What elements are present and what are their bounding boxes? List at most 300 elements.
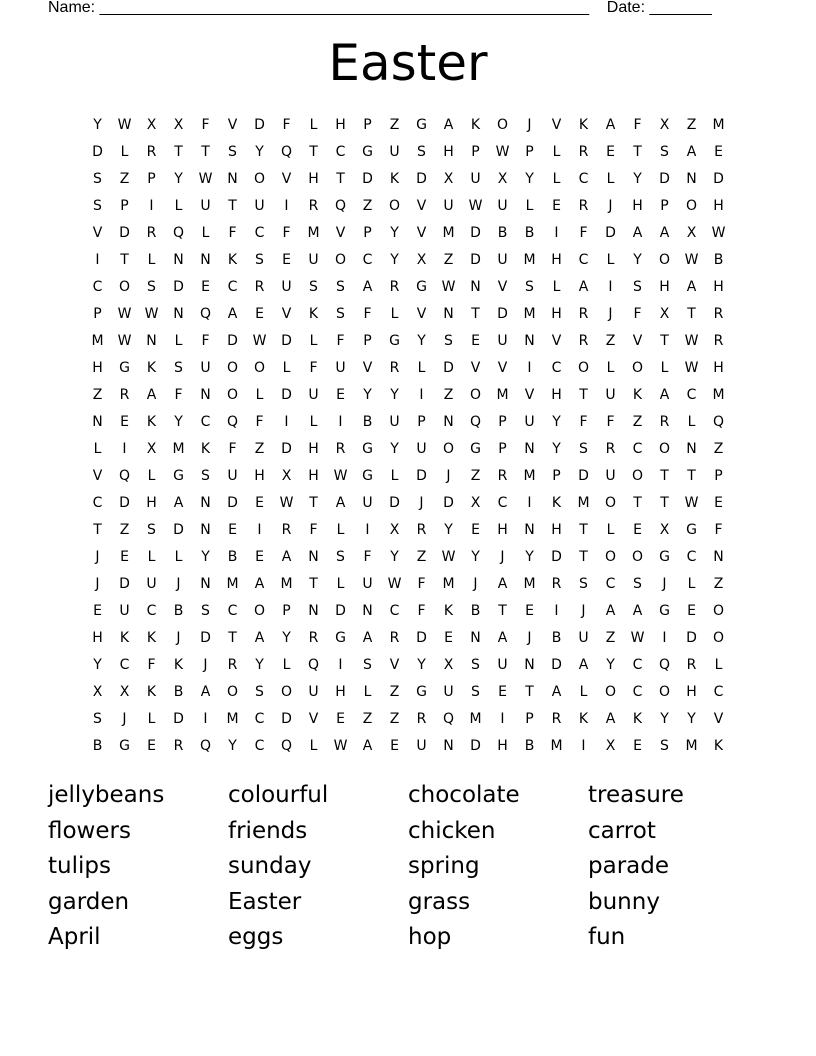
grid-letter: D [173, 278, 184, 295]
grid-letter: H [308, 440, 319, 457]
grid-letter: U [308, 683, 319, 700]
grid-letter: T [498, 602, 507, 619]
grid-letter: G [470, 440, 481, 457]
grid-letter: M [712, 386, 725, 403]
grid-letter: R [578, 197, 589, 214]
grid-letter: B [497, 224, 508, 241]
grid-letter: M [442, 224, 455, 241]
grid-letter: D [281, 386, 292, 403]
grid-letter: T [687, 467, 696, 484]
grid-letter: Q [658, 656, 671, 673]
grid-letter: O [226, 386, 239, 403]
grid-letter: K [146, 683, 157, 700]
grid-letter: W [252, 332, 267, 349]
grid-letter: V [551, 116, 562, 133]
grid-letter: L [687, 413, 696, 430]
grid-letter: X [659, 521, 670, 538]
grid-letter: N [686, 440, 697, 457]
word-list-item: eggs [228, 924, 284, 950]
grid-letter: Q [307, 656, 320, 673]
grid-letter: O [253, 359, 266, 376]
grid-letter: E [606, 143, 615, 160]
grid-letter: H [335, 683, 346, 700]
grid-letter: W [117, 305, 132, 322]
grid-letter: D [416, 629, 427, 646]
grid-letter: L [147, 251, 156, 268]
grid-letter: G [659, 548, 670, 565]
grid-letter: S [579, 440, 588, 457]
grid-letter: M [469, 710, 482, 727]
grid-letter: O [658, 440, 671, 457]
grid-letter: V [281, 170, 292, 187]
grid-letter: Z [470, 467, 481, 484]
grid-letter: K [119, 629, 130, 646]
grid-letter: Y [282, 629, 291, 646]
grid-letter: A [551, 683, 562, 700]
grid-letter: H [308, 170, 319, 187]
grid-letter: U [578, 629, 589, 646]
grid-letter: Y [525, 548, 534, 565]
grid-letter: V [632, 332, 643, 349]
grid-letter: N [227, 170, 238, 187]
grid-letter: U [362, 575, 373, 592]
grid-letter: W [441, 548, 456, 565]
grid-letter: W [441, 278, 456, 295]
grid-letter: O [280, 683, 293, 700]
grid-letter: F [255, 413, 264, 430]
grid-letter: O [442, 440, 455, 457]
grid-letter: R [389, 278, 400, 295]
grid-letter: X [173, 116, 184, 133]
grid-letter: T [579, 386, 588, 403]
grid-letter: M [307, 224, 320, 241]
grid-letter: O [658, 251, 671, 268]
grid-letter: U [200, 359, 211, 376]
grid-letter: F [201, 332, 210, 349]
grid-letter: H [659, 278, 670, 295]
grid-letter: M [280, 575, 293, 592]
word-list-item: chocolate [408, 782, 520, 808]
grid-letter: S [255, 683, 264, 700]
grid-letter: S [336, 305, 345, 322]
grid-letter: X [686, 224, 697, 241]
grid-letter: X [659, 305, 670, 322]
grid-letter: L [147, 467, 156, 484]
grid-letter: G [659, 602, 670, 619]
grid-letter: V [713, 710, 724, 727]
word-list-item: garden [48, 888, 130, 915]
grid-letter: C [578, 251, 589, 268]
grid-letter: J [419, 494, 424, 511]
grid-letter: R [551, 710, 562, 727]
grid-letter: J [446, 467, 451, 484]
grid-letter: F [714, 521, 723, 538]
grid-letter: D [173, 710, 184, 727]
grid-letter: C [92, 494, 103, 511]
grid-letter: R [578, 305, 589, 322]
grid-letter: N [470, 629, 481, 646]
grid-letter: R [497, 467, 508, 484]
grid-letter: R [335, 440, 346, 457]
grid-letter: U [389, 143, 400, 160]
grid-letter: P [552, 467, 561, 484]
grid-letter: I [581, 737, 586, 754]
grid-letter: T [660, 332, 669, 349]
grid-letter: D [443, 494, 454, 511]
grid-letter: M [91, 332, 104, 349]
grid-letter: C [632, 656, 643, 673]
grid-letter: A [254, 629, 265, 646]
grid-letter: G [119, 737, 130, 754]
grid-letter: T [174, 143, 183, 160]
grid-letter: W [333, 467, 348, 484]
grid-letter: L [714, 656, 723, 673]
grid-letter: L [660, 359, 669, 376]
grid-letter: E [471, 521, 480, 538]
grid-letter: J [122, 710, 127, 727]
grid-letter: D [281, 332, 292, 349]
grid-letter: U [497, 251, 508, 268]
grid-letter: A [497, 629, 508, 646]
grid-letter: C [92, 278, 103, 295]
grid-letter: L [552, 278, 561, 295]
grid-letter: L [255, 386, 264, 403]
grid-letter: U [389, 413, 400, 430]
grid-letter: C [146, 602, 157, 619]
grid-letter: A [362, 737, 373, 754]
grid-letter: E [228, 521, 237, 538]
grid-letter: H [146, 494, 157, 511]
grid-letter: N [200, 386, 211, 403]
grid-letter: O [712, 629, 725, 646]
grid-letter: K [227, 251, 238, 268]
grid-letter: H [632, 197, 643, 214]
grid-letter: H [308, 467, 319, 484]
grid-letter: Y [552, 413, 561, 430]
grid-letter: D [173, 521, 184, 538]
grid-letter: Y [255, 656, 264, 673]
grid-letter: E [714, 143, 723, 160]
grid-letter: L [93, 440, 102, 457]
grid-letter: S [309, 278, 318, 295]
grid-letter: O [604, 548, 617, 565]
grid-letter: T [201, 143, 210, 160]
grid-letter: P [525, 710, 534, 727]
grid-letter: F [633, 116, 642, 133]
grid-letter: D [578, 467, 589, 484]
grid-letter: N [524, 656, 535, 673]
grid-letter: V [362, 359, 373, 376]
grid-letter: O [604, 494, 617, 511]
grid-letter: U [443, 683, 454, 700]
grid-letter: H [335, 116, 346, 133]
grid-letter: K [173, 656, 184, 673]
grid-letter: I [608, 278, 613, 295]
grid-letter: S [417, 143, 426, 160]
grid-letter: U [416, 440, 427, 457]
grid-letter: A [632, 602, 643, 619]
grid-letter: C [227, 278, 238, 295]
grid-letter: E [714, 494, 723, 511]
grid-letter: B [470, 602, 481, 619]
grid-letter: R [551, 575, 562, 592]
grid-letter: C [335, 143, 346, 160]
grid-letter: J [95, 575, 100, 592]
grid-letter: R [389, 629, 400, 646]
grid-letter: J [473, 575, 478, 592]
grid-letter: V [551, 332, 562, 349]
grid-letter: O [469, 386, 482, 403]
grid-letter: L [606, 359, 615, 376]
grid-letter: C [632, 440, 643, 457]
grid-letter: A [686, 278, 697, 295]
grid-letter: D [389, 494, 400, 511]
grid-letter: L [282, 359, 291, 376]
grid-letter: G [362, 467, 373, 484]
grid-letter: U [335, 359, 346, 376]
grid-letter: Q [334, 197, 347, 214]
grid-letter: S [363, 656, 372, 673]
grid-letter: I [365, 521, 370, 538]
grid-letter: G [119, 359, 130, 376]
grid-letter: F [579, 224, 588, 241]
grid-letter: Z [362, 197, 373, 214]
grid-letter: K [578, 116, 589, 133]
grid-letter: Q [226, 413, 239, 430]
grid-letter: S [660, 737, 669, 754]
grid-letter: D [227, 332, 238, 349]
grid-letter: F [282, 116, 291, 133]
grid-letter: B [551, 629, 562, 646]
grid-letter: O [226, 683, 239, 700]
grid-letter: T [228, 197, 237, 214]
grid-letter: J [527, 629, 532, 646]
grid-letter: I [149, 197, 154, 214]
grid-letter: O [631, 359, 644, 376]
grid-letter: Y [525, 170, 534, 187]
grid-letter: Y [687, 710, 696, 727]
grid-letter: Y [363, 386, 372, 403]
grid-letter: D [605, 224, 616, 241]
grid-letter: Q [199, 305, 212, 322]
grid-letter: E [336, 386, 345, 403]
grid-letter: I [122, 440, 127, 457]
grid-letter: U [605, 467, 616, 484]
grid-letter: L [363, 683, 372, 700]
grid-letter: C [389, 602, 400, 619]
grid-letter: T [525, 683, 534, 700]
grid-letter: I [554, 602, 559, 619]
grid-letter: Y [417, 332, 426, 349]
grid-letter: P [363, 332, 372, 349]
grid-letter: D [119, 494, 130, 511]
grid-letter: F [282, 224, 291, 241]
grid-letter: E [687, 602, 696, 619]
grid-letter: N [308, 548, 319, 565]
grid-letter: A [281, 548, 292, 565]
grid-letter: K [551, 494, 562, 511]
grid-letter: E [201, 278, 210, 295]
grid-letter: T [579, 521, 588, 538]
grid-letter: B [173, 602, 184, 619]
grid-letter: M [523, 575, 536, 592]
grid-letter: N [443, 305, 454, 322]
grid-letter: Y [201, 548, 210, 565]
grid-letter: G [686, 521, 697, 538]
grid-letter: M [712, 116, 725, 133]
grid-letter: R [308, 197, 319, 214]
grid-letter: J [176, 575, 181, 592]
grid-letter: L [579, 683, 588, 700]
grid-letter: N [524, 332, 535, 349]
grid-letter: L [336, 521, 345, 538]
grid-letter: F [147, 656, 156, 673]
grid-letter: Y [633, 170, 642, 187]
grid-letter: E [120, 548, 129, 565]
grid-letter: J [203, 656, 208, 673]
grid-letter: D [254, 116, 265, 133]
grid-letter: D [200, 629, 211, 646]
grid-letter: X [605, 737, 616, 754]
grid-letter: Z [443, 386, 454, 403]
grid-letter: X [416, 251, 427, 268]
grid-letter: U [308, 386, 319, 403]
grid-letter: P [93, 305, 102, 322]
grid-letter: N [470, 278, 481, 295]
grid-letter: A [578, 656, 589, 673]
grid-letter: N [443, 413, 454, 430]
grid-letter: N [173, 251, 184, 268]
grid-letter: F [336, 332, 345, 349]
grid-letter: O [334, 251, 347, 268]
grid-letter: I [284, 197, 289, 214]
grid-letter: L [606, 170, 615, 187]
grid-letter: K [443, 602, 454, 619]
grid-letter: W [684, 332, 699, 349]
grid-letter: A [146, 386, 157, 403]
grid-letter: Q [280, 143, 293, 160]
grid-letter: N [524, 521, 535, 538]
grid-letter: S [93, 710, 102, 727]
grid-letter: E [282, 251, 291, 268]
grid-letter: O [118, 278, 131, 295]
grid-letter: D [281, 440, 292, 457]
grid-letter: Z [632, 413, 643, 430]
grid-letter: U [227, 467, 238, 484]
grid-letter: M [226, 710, 239, 727]
grid-letter: A [659, 224, 670, 241]
grid-letter: R [389, 359, 400, 376]
grid-letter: E [147, 737, 156, 754]
grid-letter: P [714, 467, 723, 484]
grid-letter: C [200, 413, 211, 430]
grid-letter: B [713, 251, 724, 268]
grid-letter: H [713, 359, 724, 376]
grid-letter: E [633, 521, 642, 538]
grid-letter: A [686, 143, 697, 160]
grid-letter: A [254, 575, 265, 592]
grid-letter: H [497, 737, 508, 754]
grid-letter: W [711, 224, 726, 241]
grid-letter: T [660, 467, 669, 484]
grid-letter: K [470, 116, 481, 133]
grid-letter: C [497, 494, 508, 511]
grid-letter: H [551, 305, 562, 322]
page-title: Easter [328, 34, 488, 92]
grid-letter: D [416, 467, 427, 484]
grid-letter: T [309, 494, 318, 511]
grid-letter: U [308, 251, 319, 268]
grid-letter: R [146, 224, 157, 241]
word-list-item: hop [408, 924, 452, 950]
grid-letter: R [119, 386, 130, 403]
grid-letter: U [443, 197, 454, 214]
grid-letter: Y [390, 548, 399, 565]
grid-letter: G [416, 116, 427, 133]
grid-letter: Y [390, 251, 399, 268]
grid-letter: Y [390, 440, 399, 457]
grid-letter: L [147, 710, 156, 727]
grid-letter: K [713, 737, 724, 754]
grid-letter: D [470, 224, 481, 241]
grid-letter: D [227, 494, 238, 511]
grid-letter: Y [660, 710, 669, 727]
grid-letter: L [687, 575, 696, 592]
grid-letter: Z [389, 683, 400, 700]
grid-letter: I [338, 656, 343, 673]
grid-letter: T [120, 251, 129, 268]
grid-letter: K [146, 359, 157, 376]
grid-letter: I [527, 494, 532, 511]
grid-letter: F [417, 602, 426, 619]
grid-letter: R [416, 521, 427, 538]
grid-letter: Y [390, 224, 399, 241]
word-list-item: parade [588, 853, 669, 879]
grid-letter: S [579, 575, 588, 592]
grid-letter: C [713, 683, 724, 700]
grid-letter: R [605, 440, 616, 457]
grid-letter: L [309, 116, 318, 133]
grid-letter: L [606, 251, 615, 268]
grid-letter: U [497, 656, 508, 673]
grid-letter: K [632, 710, 643, 727]
grid-letter: E [120, 413, 129, 430]
grid-letter: S [525, 278, 534, 295]
grid-letter: C [605, 575, 616, 592]
grid-letter: C [551, 359, 562, 376]
grid-letter: G [173, 467, 184, 484]
grid-letter: X [281, 467, 292, 484]
grid-letter: T [660, 494, 669, 511]
grid-letter: O [712, 602, 725, 619]
grid-letter: L [417, 359, 426, 376]
grid-letter: A [605, 710, 616, 727]
grid-letter: B [92, 737, 103, 754]
grid-letter: F [228, 440, 237, 457]
grid-letter: H [92, 629, 103, 646]
grid-letter: R [227, 656, 238, 673]
grid-letter: R [308, 629, 319, 646]
grid-letter: I [338, 413, 343, 430]
grid-letter: M [442, 575, 455, 592]
grid-letter: F [309, 359, 318, 376]
grid-letter: T [579, 548, 588, 565]
grid-letter: U [146, 575, 157, 592]
grid-letter: W [117, 332, 132, 349]
grid-letter: H [686, 683, 697, 700]
grid-letter: P [525, 143, 534, 160]
grid-letter: X [443, 656, 454, 673]
